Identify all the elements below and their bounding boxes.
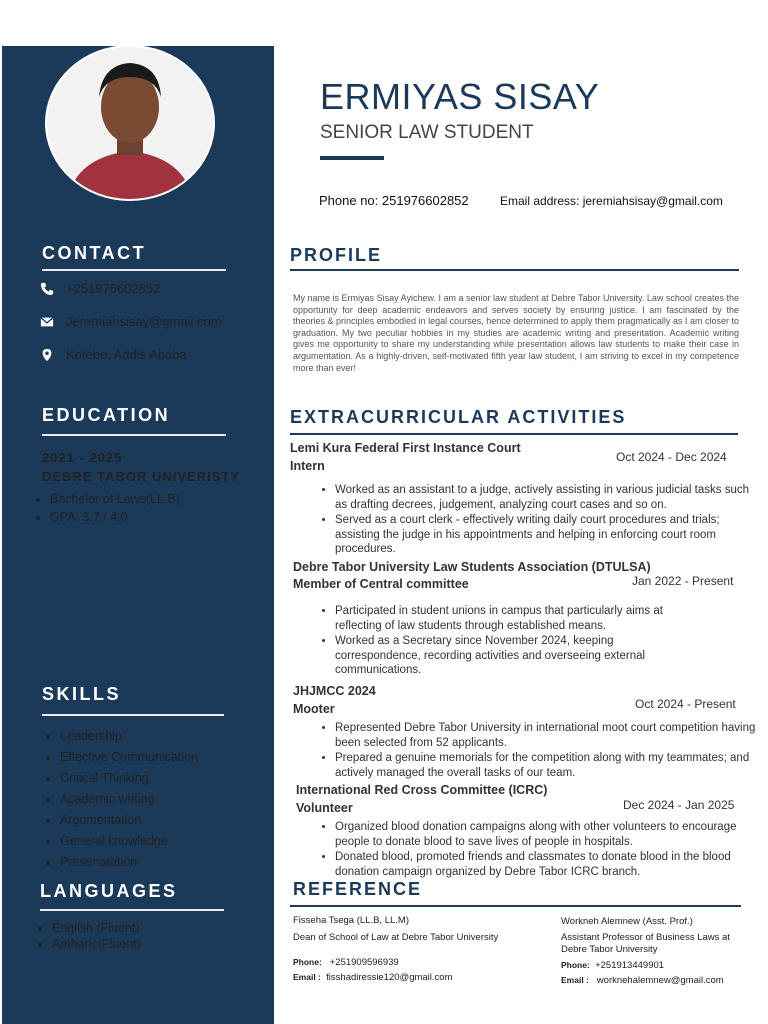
reference-phone: +251909596939 <box>329 957 399 968</box>
skill-item: • Critical Thinking <box>60 768 198 789</box>
reference-phone-label: Phone: <box>561 960 590 970</box>
skill-item: • Academic writing <box>60 789 198 810</box>
reference-position: Dean of School of Law at Debre Tabor University <box>293 932 499 943</box>
mail-icon <box>40 315 54 329</box>
skills-heading: SKILLS <box>42 684 122 704</box>
activity-org: Debre Tabor University Law Students Association (DTULSA) <box>293 560 651 574</box>
reference-phone-row <box>293 955 543 970</box>
activity-bullets <box>321 721 760 781</box>
reference-email: worknehalemnew@gmail.com <box>596 975 724 986</box>
activity-bullet: • Represented Debre Tabor University in international moot court competition having been selected from 52 applicants. <box>335 721 760 750</box>
language-item: • English (Fluent) <box>52 920 141 936</box>
contact-divider <box>42 269 226 271</box>
education-school: DEBRE TABOR UNIVERISTY <box>42 469 240 484</box>
avatar <box>47 47 213 199</box>
location-pin-icon <box>40 348 54 362</box>
contact-location <box>40 347 187 362</box>
header-email: Email address: jeremiahsisay@gmail.com <box>500 194 723 208</box>
activity-bullets <box>321 604 695 679</box>
activity-date: Oct 2024 - Present <box>635 697 736 711</box>
activity-date: Jan 2022 - Present <box>632 574 734 588</box>
activity-org: International Red Cross Committee (ICRC) <box>296 783 548 797</box>
candidate-name: ERMIYAS SISAY <box>320 76 600 117</box>
activity-role: Member of Central committee <box>293 577 469 591</box>
language-item: • Amharic(Fluent) <box>52 936 141 952</box>
reference-1 <box>293 914 543 985</box>
skill-item: • Presenatation <box>60 852 198 873</box>
activity-bullets <box>321 483 755 558</box>
education-item: • Bachelor of Laws(LL.B) <box>50 490 180 508</box>
activity-bullet: • Organized blood donation campaigns along with other volunteers to encourage people to donate blood to save lives of people in hospitals. <box>335 820 760 849</box>
activity-bullet: • Participated in student unions in campus that particularly aims at reflecting of law students through established means. <box>335 604 695 633</box>
title-underline <box>320 156 384 160</box>
reference-position: Assistant Professor of Business Laws at Debre Tabor University <box>561 932 730 955</box>
activity-bullet: • Served as a court clerk - effectively writing daily court procedures and trials; assisting the judge in his appointments and helping in enforcing court room procedures. <box>335 513 755 557</box>
reference-2 <box>561 915 751 988</box>
activity-org: Lemi Kura Federal First Instance Court <box>290 441 521 455</box>
activities-heading: EXTRACURRICULAR ACTIVITIES <box>290 407 627 427</box>
reference-phone: +251913449901 <box>595 960 665 971</box>
activity-date: Dec 2024 - Jan 2025 <box>623 798 735 812</box>
languages-heading: LANGUAGES <box>40 881 178 901</box>
activity-bullet: • Worked as an assistant to a judge, actively assisting in various judicial tasks such as drafting decrees, judgement, analyzing court cases and so on. <box>335 483 755 512</box>
education-years: 2021 - 2025 <box>42 450 123 465</box>
activities-divider <box>290 433 738 435</box>
profile-photo <box>45 45 215 201</box>
reference-name: Workneh Alemnew (Asst. Prof.) <box>561 916 693 927</box>
contact-location-text: Kotebe, Addis Ababa <box>66 347 187 362</box>
reference-phone-label: Phone: <box>293 957 322 967</box>
candidate-title: SENIOR LAW STUDENT <box>320 122 534 143</box>
activity-role: Intern <box>290 459 325 473</box>
skill-item: • Argumentation <box>60 810 198 831</box>
contact-phone-text: +251976602852 <box>66 281 161 296</box>
activity-bullet: • Worked as a Secretary since November 2024, keeping correspondence, recording activities and overseeing external communications. <box>335 634 695 678</box>
reference-email-label: Email : <box>561 975 589 985</box>
education-divider <box>42 434 226 436</box>
contact-heading: CONTACT <box>42 243 147 263</box>
profile-heading: PROFILE <box>290 245 383 265</box>
skills-list <box>44 726 198 873</box>
languages-list <box>36 920 141 952</box>
reference-name: Fisseha Tsega (LL.B, LL.M) <box>293 915 409 926</box>
languages-divider <box>40 909 224 911</box>
activity-bullet: • Donated blood, promoted friends and classmates to donate blood in the blood donation campaign organized by Debre Tabor ICRC branch. <box>335 850 760 879</box>
contact-phone <box>40 281 160 296</box>
reference-phone-row <box>561 958 751 973</box>
activity-date: Oct 2024 - Dec 2024 <box>616 450 727 464</box>
education-heading: EDUCATION <box>42 405 171 425</box>
activity-role: Volunteer <box>296 801 353 815</box>
skill-item: • Effective Communication <box>60 747 198 768</box>
header-phone: Phone no: 251976602852 <box>319 193 469 208</box>
reference-heading: REFERENCE <box>293 879 423 899</box>
skill-item: • Leadership <box>60 726 198 747</box>
reference-email: fisshadiressie120@gmail.com <box>326 972 453 983</box>
skill-item: • General knowledge <box>60 831 198 852</box>
activity-org: JHJMCC 2024 <box>293 684 376 698</box>
reference-email-row <box>561 973 751 988</box>
activity-bullet: • Prepared a genuine memorials for the competition along with my teammates; and actively managed the overall tasks of our team. <box>335 751 760 780</box>
education-list <box>34 490 180 526</box>
contact-email <box>40 314 222 329</box>
activity-bullets <box>321 820 760 880</box>
phone-icon <box>40 282 54 296</box>
education-item: • GPA: 3.7 / 4.0 <box>50 508 180 526</box>
reference-email-row <box>293 970 543 985</box>
activity-role: Mooter <box>293 702 335 716</box>
profile-divider <box>290 269 739 271</box>
skills-divider <box>42 714 224 716</box>
reference-divider <box>290 905 741 907</box>
contact-email-text: Jeremiahsisay@gmail.com <box>66 314 222 329</box>
profile-text: My name is Ermiyas Sisay Ayichew. I am a senior law student at Debre Tabor University. Law school creates the opportunity for deep academic endeavors and serves society by ensuring justice. I am fascinated by the theories & principles embodied in legal courses, hence determined to apply them pragmatically as I am closer to graduation. My two peculiar hobbies in my studies are academic writing and presentation. Academic writing gives me opportunity to share my understanding while presentation allows law students to make their case in argumentation. As a highly-driven, self-motivated fifth year law student, I am striving to excel in my competence more than ever! <box>293 293 739 373</box>
reference-email-label: Email : <box>293 972 321 982</box>
